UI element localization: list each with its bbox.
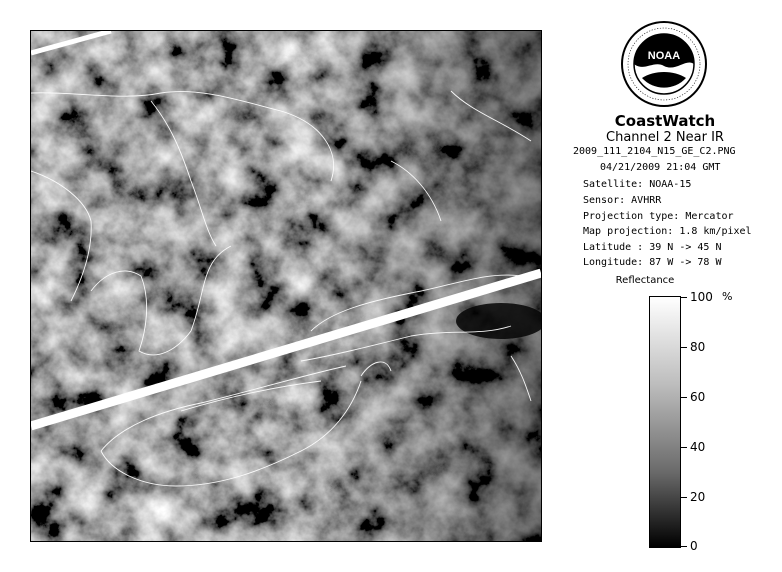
filename-text: 2009_111_2104_N15_GE_C2.PNG: [573, 146, 736, 157]
colorbar-tick-label: 20: [690, 490, 706, 504]
satellite-image: [30, 30, 542, 542]
reflectance-colorbar: [649, 296, 681, 548]
latitude-text: Latitude : 39 N -> 45 N: [583, 242, 722, 253]
colorbar-tick: [681, 347, 687, 348]
app-title: CoastWatch: [614, 112, 716, 130]
channel-subtitle: Channel 2 Near IR: [606, 130, 724, 145]
map-projection-text: Map projection: 1.8 km/pixel: [583, 226, 752, 237]
legend-label: Reflectance: [615, 275, 675, 286]
satellite-text: Satellite: NOAA-15: [583, 179, 692, 190]
colorbar-tick-label: 0: [690, 539, 698, 553]
projection-type-text: Projection type: Mercator: [583, 211, 734, 222]
legend-unit: %: [722, 290, 733, 303]
colorbar-tick: [681, 297, 687, 298]
colorbar-tick: [681, 397, 687, 398]
colorbar-tick: [681, 447, 687, 448]
colorbar-tick-label: 100: [690, 290, 713, 304]
noaa-logo: [620, 20, 708, 108]
datetime-text: 04/21/2009 21:04 GMT: [600, 162, 721, 173]
colorbar-tick-label: 40: [690, 440, 706, 454]
colorbar-tick: [681, 497, 687, 498]
logo-text: NOAA: [647, 50, 681, 62]
sensor-text: Sensor: AVHRR: [583, 195, 662, 206]
colorbar-tick-label: 80: [690, 340, 706, 354]
colorbar-tick: [681, 546, 687, 547]
colorbar-tick-label: 60: [690, 390, 706, 404]
longitude-text: Longitude: 87 W -> 78 W: [583, 257, 722, 268]
